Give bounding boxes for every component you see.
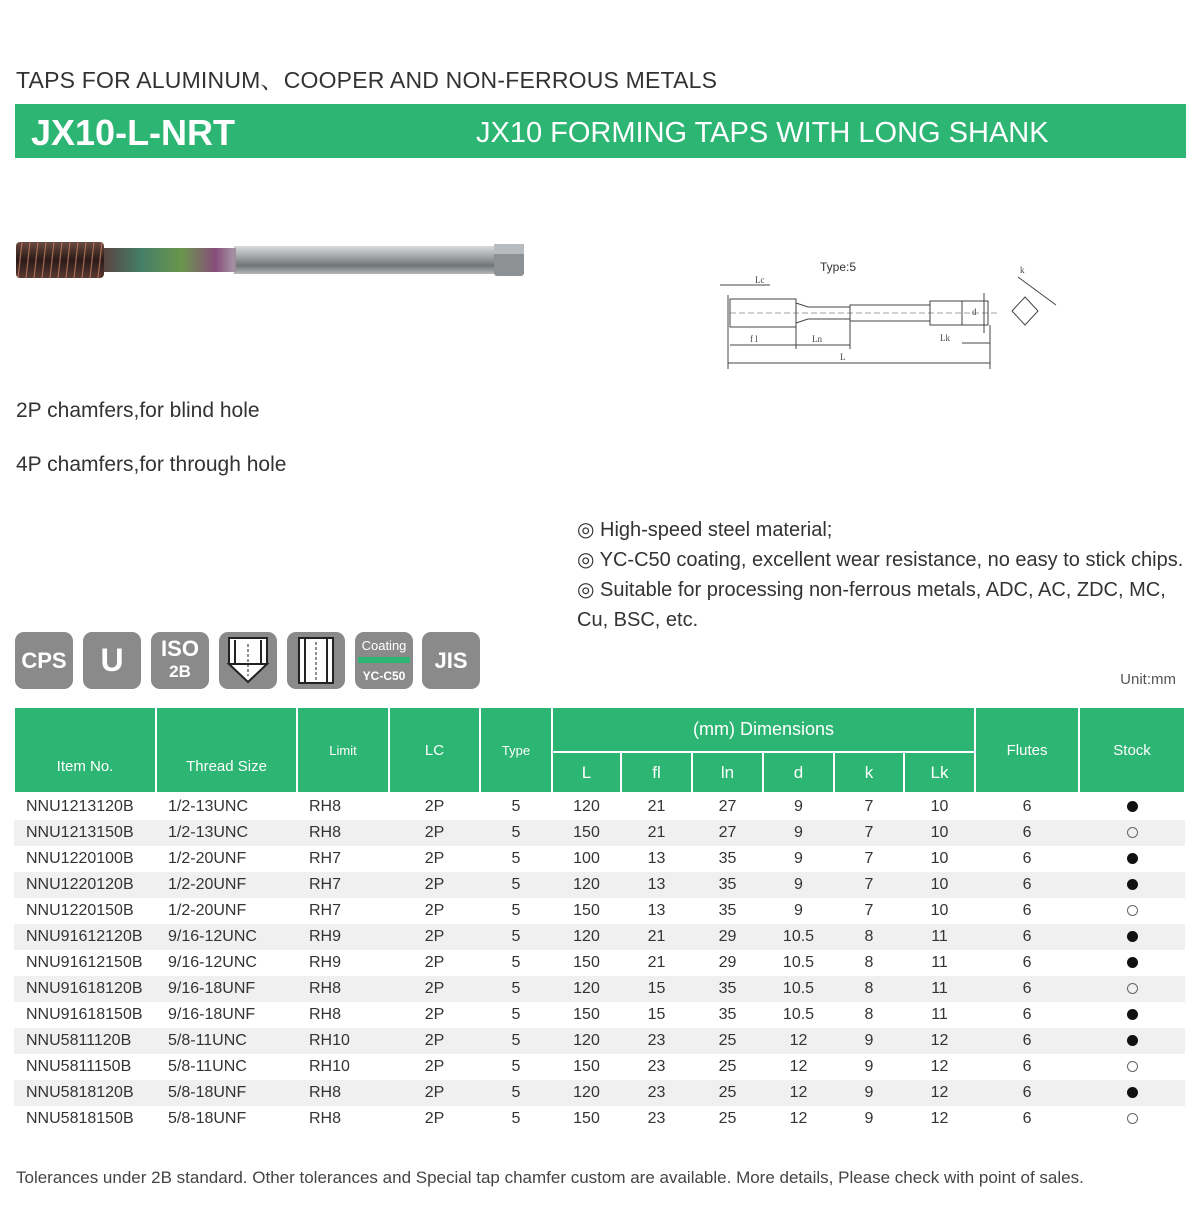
dim-lk-cell: 11 (931, 954, 948, 971)
dim-k-cell: 8 (834, 924, 904, 950)
dim-ln-cell: 29 (692, 924, 763, 950)
dim-lk-cell: 10 (930, 902, 949, 919)
dim-d-cell: 12 (763, 1080, 834, 1106)
table-row (14, 950, 1185, 976)
table-row (14, 793, 1185, 820)
header-flutes: Flutes (975, 707, 1079, 793)
dim-k-cell: 7 (864, 798, 874, 815)
flutes-cell: 6 (975, 924, 1079, 950)
iso-2b-badge (151, 632, 209, 689)
flutes-cell: 6 (1022, 902, 1032, 919)
type-cell: 5 (480, 1080, 552, 1106)
dim-L-cell: 150 (573, 1006, 600, 1023)
dim-fl-cell: 13 (647, 902, 666, 919)
lc-cell: 2P (389, 1080, 480, 1106)
drawing-label-lc: Lc (755, 275, 765, 285)
dim-k-cell: 7 (864, 850, 874, 867)
lc-cell: 2P (389, 924, 480, 950)
filled-circle-icon (1127, 801, 1138, 812)
lc-cell: 2P (424, 1058, 445, 1075)
header-dim-fl: fl (621, 752, 692, 793)
dim-k-cell: 9 (834, 1080, 904, 1106)
coating-badge-bottom: YC-C50 (362, 669, 406, 683)
dim-d-cell: 10.5 (763, 924, 834, 950)
dim-fl-cell: 23 (647, 1058, 666, 1075)
item-no-cell: NNU1213120B (26, 798, 134, 815)
hollow-circle-icon (1127, 827, 1138, 838)
type-cell: 5 (480, 820, 552, 846)
limit-cell: RH10 (309, 1058, 350, 1075)
type-cell: 5 (511, 1058, 521, 1075)
dim-fl-cell: 23 (621, 1028, 692, 1054)
flutes-cell: 6 (1022, 798, 1032, 815)
dim-L-cell: 120 (552, 872, 621, 898)
header-item-no (14, 707, 156, 793)
header-dim-L: L (552, 752, 621, 793)
type-cell: 5 (511, 798, 521, 815)
stock-cell (1079, 1054, 1185, 1080)
filled-circle-icon (1127, 853, 1138, 864)
blind-hole-icon (219, 632, 277, 689)
header-thread-size (156, 707, 297, 793)
thread-size-cell: 9/16-18UNF (156, 976, 297, 1002)
dim-L-cell: 150 (573, 954, 600, 971)
product-code: JX10-L-NRT (31, 112, 236, 153)
coating-badge-top: Coating (361, 638, 407, 653)
header-thread-size-label: Thread Size (186, 757, 267, 775)
item-no-cell: NNU1213150B (14, 820, 156, 846)
flutes-cell: 6 (1022, 850, 1032, 867)
feature-item: ◎ High-speed steel material; (577, 519, 833, 541)
lc-cell: 2P (389, 820, 480, 846)
dim-ln-cell: 35 (718, 902, 737, 919)
item-no-cell: NNU91618150B (26, 1006, 143, 1023)
header-dim-d: d (763, 752, 834, 793)
table-row (14, 820, 1185, 846)
header-dimensions: (mm) Dimensions (552, 707, 975, 752)
dim-k-cell: 8 (864, 954, 874, 971)
filled-circle-icon (1127, 931, 1138, 942)
table-row (14, 924, 1185, 950)
tap-technical-drawing (700, 255, 1070, 375)
filled-circle-icon (1127, 957, 1138, 968)
dim-L-cell: 120 (573, 798, 600, 815)
item-no-cell: NNU1220100B (26, 850, 134, 867)
drawing-type-label: Type:5 (820, 260, 857, 274)
dim-d-cell: 9 (763, 820, 834, 846)
stock-cell (1079, 793, 1185, 820)
dim-L-cell: 150 (573, 1058, 600, 1075)
limit-cell: RH7 (309, 902, 342, 919)
dim-fl-cell: 21 (621, 924, 692, 950)
stock-cell (1079, 1028, 1185, 1054)
type-cell: 5 (480, 1028, 552, 1054)
chamfer-note-blind: 2P chamfers,for blind hole (16, 399, 260, 422)
stock-cell (1079, 1080, 1185, 1106)
dim-lk-cell: 10 (904, 820, 975, 846)
table-row (14, 846, 1185, 872)
lc-cell: 2P (424, 798, 445, 815)
dim-d-cell: 12 (789, 1110, 808, 1127)
hollow-circle-icon (1127, 1113, 1138, 1124)
table-body (14, 793, 1185, 1132)
dim-k-cell: 9 (864, 1058, 874, 1075)
feature-item: ◎ YC-C50 coating, excellent wear resistance, no easy to stick chips. (577, 549, 1184, 571)
cps-badge: CPS (15, 632, 73, 689)
filled-circle-icon (1127, 1009, 1138, 1020)
thread-size-cell: 5/8-11UNC (168, 1058, 247, 1075)
dim-lk-cell: 11 (904, 976, 975, 1002)
filled-circle-icon (1127, 879, 1138, 890)
dim-k-cell: 7 (864, 902, 874, 919)
lc-cell: 2P (424, 1006, 445, 1023)
flutes-cell: 6 (975, 820, 1079, 846)
dim-ln-cell: 35 (692, 872, 763, 898)
dim-fl-cell: 13 (647, 850, 666, 867)
thread-size-cell: 9/16-12UNC (168, 954, 257, 971)
dim-lk-cell: 10 (904, 872, 975, 898)
dim-ln-cell: 25 (718, 1110, 737, 1127)
dim-fl-cell: 21 (621, 820, 692, 846)
table-row (14, 1080, 1185, 1106)
dim-d-cell: 9 (794, 850, 803, 867)
dim-L-cell: 150 (573, 902, 600, 919)
thread-size-cell: 5/8-18UNF (168, 1110, 247, 1127)
header-dim-ln: ln (692, 752, 763, 793)
drawing-label-k: k (1020, 265, 1025, 275)
dim-fl-cell: 23 (647, 1110, 666, 1127)
table-row (14, 872, 1185, 898)
item-no-cell: NNU5811120B (14, 1028, 156, 1054)
limit-cell: RH8 (297, 1080, 389, 1106)
thread-size-cell: 5/8-11UNC (156, 1028, 297, 1054)
dim-fl-cell: 23 (621, 1080, 692, 1106)
dim-lk-cell: 10 (930, 798, 949, 815)
stock-cell (1079, 976, 1185, 1002)
stock-cell (1079, 898, 1185, 924)
dim-fl-cell: 21 (647, 798, 666, 815)
lc-cell: 2P (424, 902, 445, 919)
dim-k-cell: 9 (834, 1028, 904, 1054)
dim-ln-cell: 35 (718, 850, 737, 867)
table-row (14, 898, 1185, 924)
dim-k-cell: 9 (864, 1110, 874, 1127)
lc-cell: 2P (424, 1110, 445, 1127)
dim-lk-cell: 11 (931, 1006, 948, 1023)
table-row (14, 1028, 1185, 1054)
stock-cell (1079, 846, 1185, 872)
item-no-cell: NNU91612150B (26, 954, 143, 971)
dim-d-cell: 10.5 (782, 1006, 815, 1023)
product-name: JX10 FORMING TAPS WITH LONG SHANK (476, 117, 1049, 149)
thread-size-cell: 1/2-13UNC (156, 820, 297, 846)
hollow-circle-icon (1127, 905, 1138, 916)
dim-d-cell: 12 (789, 1058, 808, 1075)
type-cell: 5 (480, 924, 552, 950)
dim-L-cell: 120 (552, 924, 621, 950)
header-type: Type (480, 707, 552, 793)
flutes-cell: 6 (1022, 954, 1032, 971)
stock-cell (1079, 924, 1185, 950)
chamfer-note-through: 4P chamfers,for through hole (16, 453, 287, 476)
header-dim-k: k (834, 752, 904, 793)
table-row (14, 1106, 1185, 1132)
stock-cell (1079, 820, 1185, 846)
flutes-cell: 6 (1022, 1058, 1032, 1075)
table-row (14, 976, 1185, 1002)
dim-ln-cell: 35 (692, 976, 763, 1002)
dim-L-cell: 120 (552, 1028, 621, 1054)
type-cell: 5 (480, 872, 552, 898)
drawing-label-fl: f l (750, 334, 758, 344)
thread-size-cell: 1/2-20UNF (168, 902, 247, 919)
feature-item: ◎ Suitable for processing non-ferrous metals, ADC, AC, ZDC, MC, Cu, BSC, etc. (577, 579, 1166, 631)
filled-circle-icon (1127, 1087, 1138, 1098)
iso-badge-bottom: 2B (169, 662, 191, 681)
limit-cell: RH8 (309, 1110, 342, 1127)
header-dim-lk: Lk (904, 752, 975, 793)
product-table (13, 706, 1186, 1132)
dim-lk-cell: 12 (904, 1080, 975, 1106)
thread-size-cell: 1/2-20UNF (156, 872, 297, 898)
type-cell: 5 (480, 976, 552, 1002)
dim-d-cell: 9 (794, 902, 803, 919)
limit-cell: RH7 (297, 872, 389, 898)
dim-ln-cell: 27 (718, 798, 737, 815)
lc-cell: 2P (389, 872, 480, 898)
coating-stripe (358, 657, 410, 663)
header-limit: Limit (297, 707, 389, 793)
u-badge: U (83, 632, 141, 689)
dim-L-cell: 150 (552, 820, 621, 846)
item-no-cell: NNU5818120B (14, 1080, 156, 1106)
drawing-label-lk: Lk (940, 333, 950, 343)
product-banner (15, 104, 1186, 158)
dim-fl-cell: 21 (647, 954, 666, 971)
lc-cell: 2P (424, 954, 445, 971)
flutes-cell: 6 (975, 872, 1079, 898)
footnote: Tolerances under 2B standard. Other tolerances and Special tap chamfer custom are available. More details, Please check with point of sales. (16, 1168, 1084, 1187)
dim-lk-cell: 12 (904, 1028, 975, 1054)
item-no-cell: NNU91618120B (14, 976, 156, 1002)
filled-circle-icon (1127, 1035, 1138, 1046)
limit-cell: RH9 (297, 924, 389, 950)
dim-ln-cell: 27 (692, 820, 763, 846)
unit-label: Unit:mm (1120, 671, 1176, 688)
flutes-cell: 6 (1022, 1006, 1032, 1023)
limit-cell: RH8 (297, 976, 389, 1002)
dim-lk-cell: 12 (930, 1110, 949, 1127)
dim-lk-cell: 10 (930, 850, 949, 867)
header-item-no-label: Item No. (56, 757, 114, 775)
hollow-circle-icon (1127, 983, 1138, 994)
type-cell: 5 (511, 1110, 521, 1127)
header-lc: LC (389, 707, 480, 793)
limit-cell: RH9 (309, 954, 342, 971)
header-stock: Stock (1079, 707, 1185, 793)
thread-size-cell: 9/16-18UNF (168, 1006, 256, 1023)
dim-d-cell: 12 (763, 1028, 834, 1054)
thread-size-cell: 9/16-12UNC (156, 924, 297, 950)
item-no-cell: NNU1220150B (26, 902, 134, 919)
dim-k-cell: 8 (864, 1006, 874, 1023)
dim-lk-cell: 11 (904, 924, 975, 950)
dim-k-cell: 7 (834, 820, 904, 846)
lc-cell: 2P (389, 976, 480, 1002)
thread-size-cell: 5/8-18UNF (156, 1080, 297, 1106)
dim-d-cell: 9 (794, 798, 803, 815)
feature-list (577, 515, 1187, 635)
item-no-cell: NNU91612120B (14, 924, 156, 950)
stock-cell (1079, 1002, 1185, 1028)
type-cell: 5 (511, 1006, 521, 1023)
stock-cell (1079, 950, 1185, 976)
flutes-cell: 6 (1022, 1110, 1032, 1127)
hollow-circle-icon (1127, 1061, 1138, 1072)
dim-d-cell: 10.5 (763, 976, 834, 1002)
dim-d-cell: 10.5 (782, 954, 815, 971)
dim-fl-cell: 15 (621, 976, 692, 1002)
drawing-label-ln: Ln (812, 334, 822, 344)
dim-ln-cell: 25 (692, 1080, 763, 1106)
stock-cell (1079, 1106, 1185, 1132)
item-no-cell: NNU5818150B (26, 1110, 134, 1127)
flutes-cell: 6 (975, 1028, 1079, 1054)
type-cell: 5 (511, 954, 521, 971)
table-row (14, 1054, 1185, 1080)
iso-badge-top: ISO (161, 636, 199, 661)
type-cell: 5 (511, 902, 521, 919)
stock-cell (1079, 872, 1185, 898)
limit-cell: RH8 (297, 820, 389, 846)
table-row (14, 1002, 1185, 1028)
flutes-cell: 6 (975, 976, 1079, 1002)
dim-L-cell: 100 (573, 850, 600, 867)
tap-product-image (14, 238, 529, 286)
through-hole-icon (287, 632, 345, 689)
thread-size-cell: 1/2-13UNC (168, 798, 249, 815)
jis-badge: JIS (422, 632, 480, 689)
item-no-cell: NNU5811150B (26, 1058, 132, 1075)
coating-badge (355, 632, 413, 689)
dim-fl-cell: 13 (621, 872, 692, 898)
dim-ln-cell: 25 (692, 1028, 763, 1054)
dim-k-cell: 8 (834, 976, 904, 1002)
drawing-label-l: L (840, 352, 846, 362)
dim-L-cell: 150 (573, 1110, 600, 1127)
type-cell: 5 (511, 850, 521, 867)
thread-size-cell: 1/2-20UNF (168, 850, 247, 867)
lc-cell: 2P (424, 850, 445, 867)
dim-lk-cell: 12 (930, 1058, 949, 1075)
limit-cell: RH8 (309, 1006, 342, 1023)
limit-cell: RH7 (309, 850, 342, 867)
category-title: TAPS FOR ALUMINUM、COOPER AND NON-FERROUS METALS (16, 67, 718, 93)
dim-ln-cell: 25 (718, 1058, 737, 1075)
limit-cell: RH10 (297, 1028, 389, 1054)
flutes-cell: 6 (975, 1080, 1079, 1106)
dim-d-cell: 9 (763, 872, 834, 898)
dim-ln-cell: 35 (718, 1006, 737, 1023)
drawing-label-d: d (972, 307, 977, 317)
dim-k-cell: 7 (834, 872, 904, 898)
dim-L-cell: 120 (552, 976, 621, 1002)
dim-L-cell: 120 (552, 1080, 621, 1106)
dim-ln-cell: 29 (718, 954, 737, 971)
dim-fl-cell: 15 (647, 1006, 666, 1023)
limit-cell: RH8 (309, 798, 342, 815)
item-no-cell: NNU1220120B (14, 872, 156, 898)
lc-cell: 2P (389, 1028, 480, 1054)
